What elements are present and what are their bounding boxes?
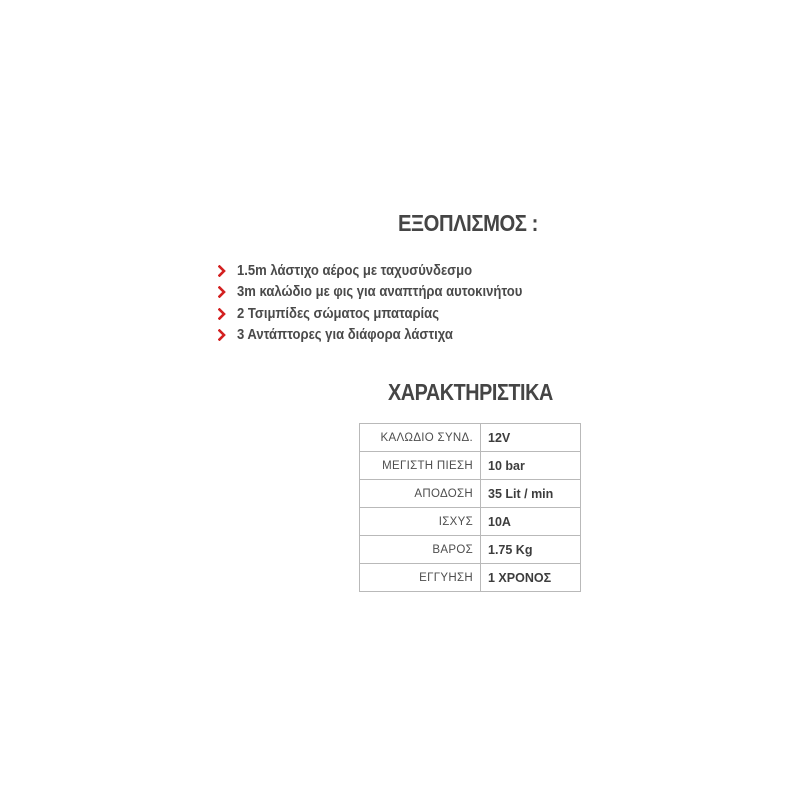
list-item [218, 282, 554, 304]
list-item-text: 3 Αντάπτορες για διάφορα λάστιχα [237, 327, 453, 344]
table-row [360, 536, 581, 564]
spec-value: 10A [481, 508, 581, 536]
list-item-text: 1.5m λάστιχο αέρος με ταχυσύνδεσμο [237, 262, 473, 279]
chevron-right-icon [218, 308, 226, 320]
table-row [360, 452, 581, 480]
chevron-right-icon [218, 286, 226, 298]
list-item-text: 3m καλώδιο με φις για αναπτήρα αυτοκινήτου [237, 284, 523, 301]
list-item [218, 260, 554, 282]
spec-value: 12V [481, 424, 581, 452]
spec-label: ΒΑΡΟΣ [360, 536, 481, 564]
specs-table [359, 423, 581, 592]
list-item [218, 303, 554, 325]
table-row [360, 564, 581, 592]
spec-value: 35 Lit / min [481, 480, 581, 508]
spec-value: 1 ΧΡΟΝΟΣ [481, 564, 581, 592]
equipment-list [218, 260, 554, 346]
table-row [360, 508, 581, 536]
specs-title: ΧΑΡΑΚΤΗΡΙΣΤΙΚΑ [388, 379, 553, 405]
equipment-title: ΕΞΟΠΛΙΣΜΟΣ : [398, 210, 538, 236]
list-item-text: 2 Τσιμπίδες σώματος μπαταρίας [237, 305, 439, 322]
chevron-right-icon [218, 265, 226, 277]
chevron-right-icon [218, 329, 226, 341]
spec-value: 10 bar [481, 452, 581, 480]
spec-label: ΚΑΛΩΔΙΟ ΣΥΝΔ. [360, 424, 481, 452]
spec-label: ΜΕΓΙΣΤΗ ΠΙΕΣΗ [360, 452, 481, 480]
spec-value: 1.75 Kg [481, 536, 581, 564]
spec-label: ΑΠΟΔΟΣΗ [360, 480, 481, 508]
table-row [360, 424, 581, 452]
list-item [218, 325, 554, 347]
table-row [360, 480, 581, 508]
spec-label: ΙΣΧΥΣ [360, 508, 481, 536]
spec-label: ΕΓΓΥΗΣΗ [360, 564, 481, 592]
